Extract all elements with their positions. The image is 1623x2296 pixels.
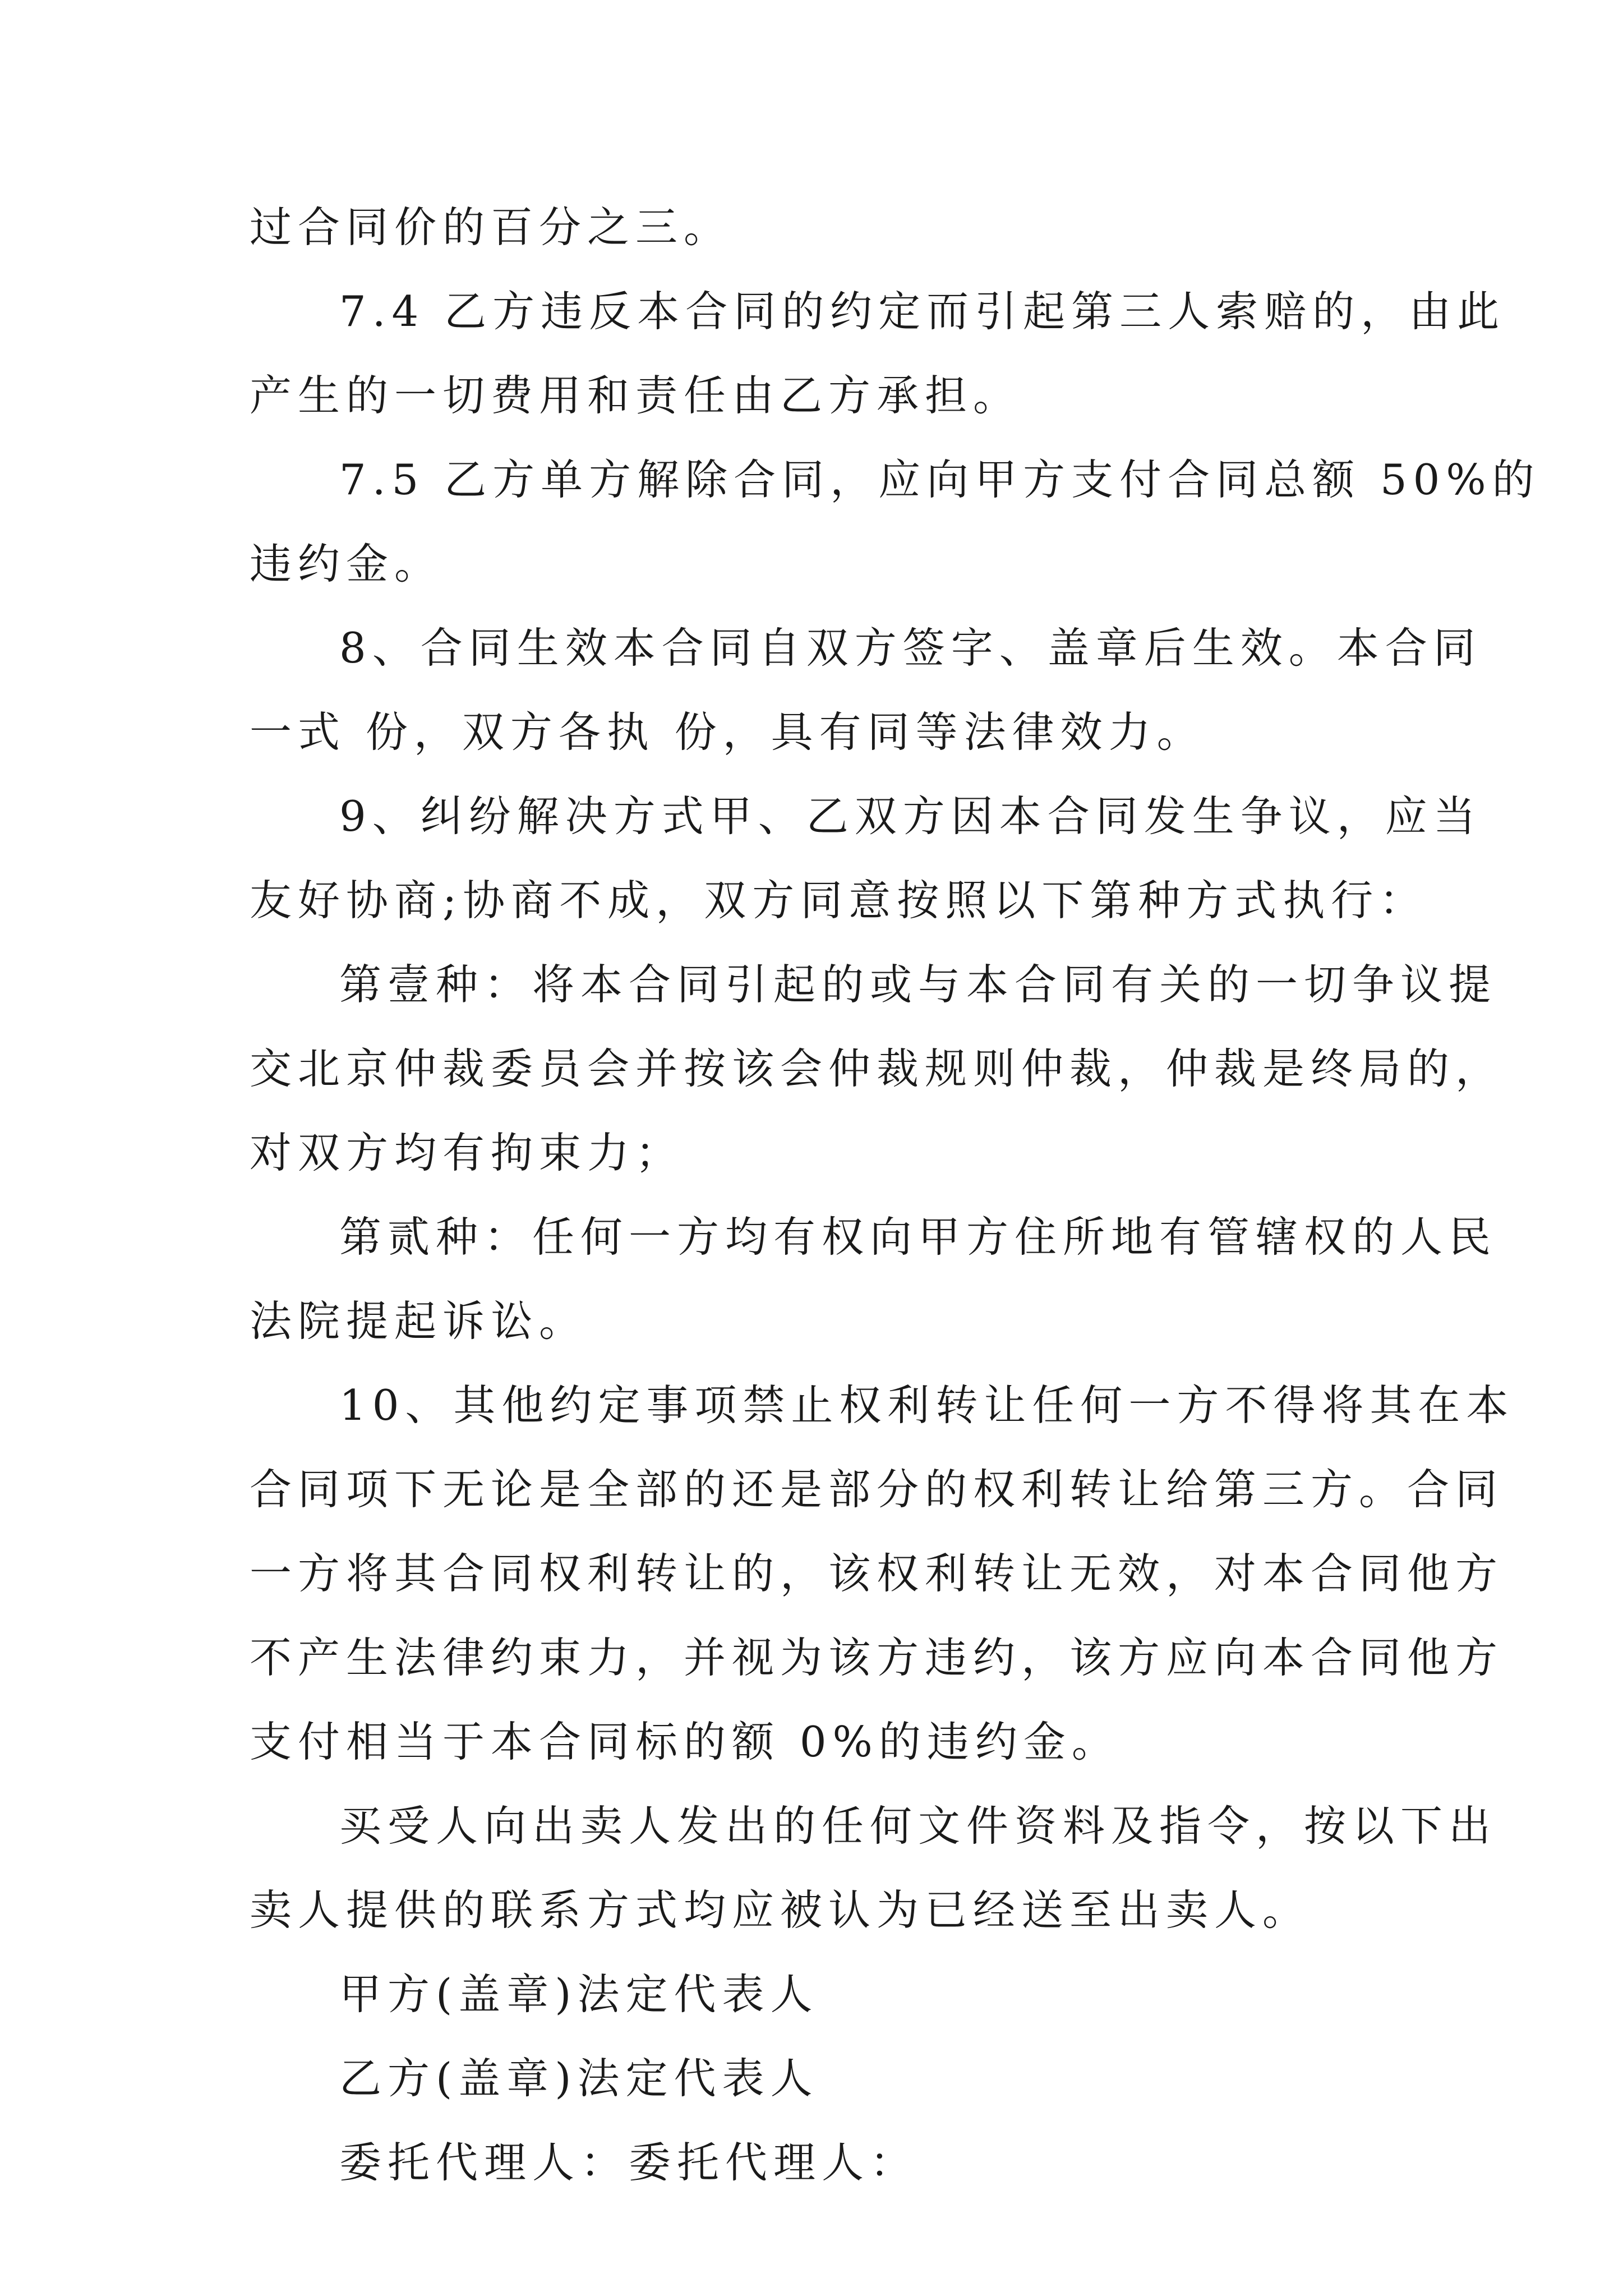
text-line: 甲方(盖章)法定代表人 [339,1970,819,2019]
text-line: 7.4 乙方违反本合同的约定而引起第三人索赔的，由此 [339,287,1506,336]
text-line: 违约金。 [250,539,443,588]
text-line: 买受人向出卖人发出的任何文件资料及指令，按以下出 [339,1801,1497,1851]
text-line: 友好协商;协商不成，双方同意按照以下第种方式执行： [250,876,1428,925]
text-line: 9、纠纷解决方式甲、乙双方因本合同发生争议，应当 [339,792,1482,841]
text-line: 对双方均有拘束力； [250,1128,684,1177]
text-line: 卖人提供的联系方式均应被认为已经送至出卖人。 [250,1885,1311,1935]
text-line: 第贰种：任何一方均有权向甲方住所地有管辖权的人民 [339,1212,1497,1262]
text-line: 合同项下无论是全部的还是部分的权利转让给第三方。合同 [250,1465,1504,1514]
text-line: 支付相当于本合同标的额 0%的违约金。 [250,1717,1120,1766]
text-line: 7.5 乙方单方解除合同，应向甲方支付合同总额 50%的 [339,455,1541,504]
text-line: 10、其他约定事项禁止权利转让任何一方不得将其在本 [339,1381,1515,1430]
text-line: 不产生法律约束力，并视为该方违约，该方应向本合同他方 [250,1633,1504,1682]
text-line: 一方将其合同权利转让的，该权利转让无效，对本合同他方 [250,1549,1504,1598]
text-line: 法院提起诉讼。 [250,1296,588,1346]
text-line: 委托代理人：委托代理人： [339,2138,919,2187]
document-body [250,185,1541,2205]
text-line: 第壹种：将本合同引起的或与本合同有关的一切争议提 [339,960,1497,1009]
text-line: 交北京仲裁委员会并按该会仲裁规则仲裁，仲裁是终局的， [250,1044,1504,1093]
text-line: 一式 份，双方各执 份，具有同等法律效力。 [250,707,1205,757]
text-line: 乙方(盖章)法定代表人 [339,2054,819,2103]
text-line: 产生的一切费用和责任由乙方承担。 [250,371,1022,420]
text-line: 过合同价的百分之三。 [250,203,732,252]
text-line: 8、合同生效本合同自双方签字、盖章后生效。本合同 [339,623,1482,673]
